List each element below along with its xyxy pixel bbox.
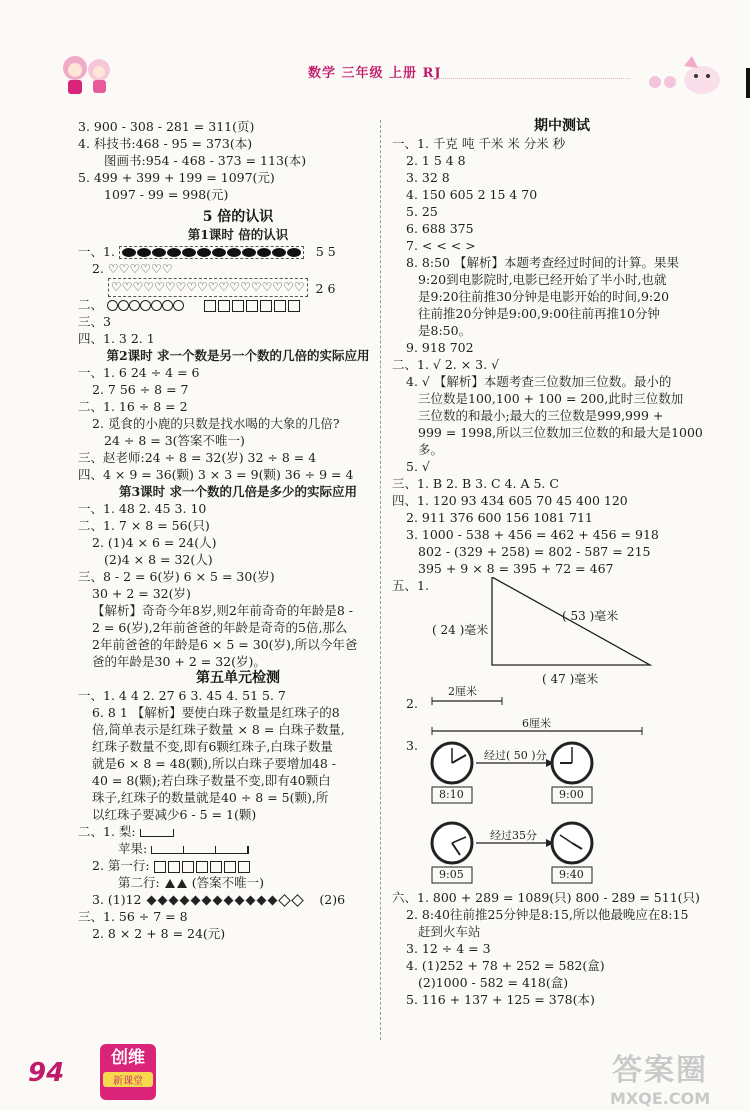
cartoon-kids-icon xyxy=(55,50,125,100)
answer-line: 倍,简单表示是红珠子数量 × 8 = 白珠子数量, xyxy=(92,722,345,737)
page-number: 94 xyxy=(28,1058,65,1088)
answer-line: 以红珠子要减少6 - 5 = 1(颗) xyxy=(92,807,257,822)
answer-line: 5. 499 + 399 + 199 = 1097(元) xyxy=(78,170,275,185)
answer-line: 4. (1)252 + 78 + 252 = 582(盒) xyxy=(406,958,605,973)
clock-icon xyxy=(552,743,592,783)
header-dotted-rule xyxy=(430,72,630,79)
segment-2cm-label: 2厘米 xyxy=(448,685,477,698)
midterm-title: 期中测试 xyxy=(534,118,590,134)
answer-line: 999 = 1998,所以三位数加三位数的和最大是1000 xyxy=(418,425,703,440)
answer-prefix: 3. xyxy=(406,738,418,753)
triangle-figure xyxy=(392,577,732,687)
triangle-left-label: ( 24 )毫米 xyxy=(432,623,489,637)
answer-line: 2. 8:40往前推25分钟是8:15,所以他最晚应在8:15 xyxy=(406,907,689,922)
segments-shape xyxy=(392,687,732,735)
answer-line: 4. 科技书:468 - 95 = 373(本) xyxy=(78,136,253,151)
answer-line: 四、1. 3 2. 1 xyxy=(78,331,155,346)
time-box: 9:40 xyxy=(559,868,584,881)
answer-line: 是9:20往前推30分钟是电影开始的时间,9:20 xyxy=(418,289,670,304)
answer-line: 六、1. 800 + 289 = 1089(只) 800 - 289 = 511(只) xyxy=(392,890,700,905)
answer-line: 2. 觅食的小鹿的只数是找水喝的大象的几倍? xyxy=(92,416,340,431)
answer-prefix: 五、1. xyxy=(392,578,429,593)
squares-row-diagram xyxy=(154,858,252,873)
answer-line: (2)4 × 8 = 32(人) xyxy=(104,552,213,567)
answer-line: 2. (1)4 × 6 = 24(人) xyxy=(92,535,217,550)
watermark-title: 答案圈 xyxy=(612,1053,709,1088)
answer-line: 6. 8 1 【解析】要使白珠子数量是红珠子的8 xyxy=(92,705,340,720)
clock-icon xyxy=(432,823,472,863)
time-box: 9:05 xyxy=(439,868,464,881)
left-column xyxy=(78,118,398,942)
answer-prefix: 二、 xyxy=(78,297,104,312)
answer-line xyxy=(78,260,398,296)
answer-suffix: 5 5 xyxy=(315,244,336,259)
answer-line: 多。 xyxy=(418,442,444,457)
answer-line: 往前推20分钟是9:00,9:00往前再推10分钟 xyxy=(418,306,660,321)
answer-line: 是8:50。 xyxy=(418,323,472,338)
answer-line xyxy=(78,296,398,313)
answer-line: 赶到火车站 xyxy=(418,924,481,939)
answer-prefix: 2. 第一行: xyxy=(92,858,150,873)
answer-line: 一、1. 4 4 2. 27 6 3. 45 4. 51 5. 7 xyxy=(78,688,286,703)
answer-line: 2. 7 56 ÷ 8 = 7 xyxy=(92,382,189,397)
answer-line: 5. 116 + 137 + 125 = 378(本) xyxy=(406,992,595,1007)
unit-title: 5 倍的认识 xyxy=(202,209,274,225)
watermark xyxy=(610,1045,710,1108)
answer-line: 2 = 6(岁),2年前爸爸的年龄是奇奇的5倍,那么 xyxy=(92,620,348,635)
answer-line xyxy=(78,857,398,874)
clocks-shape xyxy=(392,735,732,885)
answer-line: 24 ÷ 8 = 3(答案不唯一) xyxy=(104,433,245,448)
header-title: 数学 三年级 上册 RJ xyxy=(308,66,442,81)
answer-line: 2年前爸爸的年龄是6 × 5 = 30(岁),所以今年爸 xyxy=(92,637,358,652)
hearts-diagram: ♡♡♡♡♡♡ xyxy=(107,262,173,276)
answer-line: 8. 8:50 【解析】本题考查经过时间的计算。果果 xyxy=(406,255,679,270)
answer-line: 三、8 - 2 = 6(岁) 6 × 5 = 30(岁) xyxy=(78,569,275,584)
hearts-box-diagram: ♡♡♡♡♡♡♡♡♡♡♡♡♡♡♡♡♡♡ xyxy=(108,278,308,297)
answer-line: 爸的年龄是30 + 2 = 32(岁)。 xyxy=(92,654,266,669)
answer-line: 6. 688 375 xyxy=(406,221,474,236)
answer-line: 2. 911 376 600 156 1081 711 xyxy=(406,510,593,525)
answer-line: 四、1. 120 93 434 605 70 45 400 120 xyxy=(392,493,628,508)
answer-line: 40 = 8(颗);若白珠子数量不变,即有40颗白 xyxy=(92,773,331,788)
brand-name: 创维 xyxy=(111,1048,145,1068)
clock-icon xyxy=(552,823,592,863)
answer-line: 二、1. √ 2. × 3. √ xyxy=(392,357,500,372)
answer-line xyxy=(78,874,398,891)
answer-line: 二、1. 16 ÷ 8 = 2 xyxy=(78,399,188,414)
lesson-title: 第1课时 倍的认识 xyxy=(187,227,289,242)
answer-line: 7. < < < > xyxy=(406,238,476,253)
answer-line: 三位数是100,100 + 100 = 200,此时三位数加 xyxy=(418,391,684,406)
answer-line: (2)1000 - 582 = 418(盒) xyxy=(418,975,569,990)
answer-line: 图画书:954 - 468 - 373 = 113(本) xyxy=(104,153,307,168)
answer-line: 9:20到电影院时,电影已经开始了半小时,也就 xyxy=(418,272,667,287)
answer-line xyxy=(78,823,398,840)
answer-note: (答案不唯一) xyxy=(191,875,264,890)
time-box: 9:00 xyxy=(559,788,584,801)
answer-line: 5. √ xyxy=(406,459,430,474)
answer-line: 一、1. 6 24 ÷ 4 = 6 xyxy=(78,365,200,380)
unit-test-title: 第五单元检测 xyxy=(196,670,280,686)
answer-line: 三、3 xyxy=(78,314,111,329)
lesson-title: 第3课时 求一个数的几倍是多少的实际应用 xyxy=(118,484,358,499)
clocks-figure xyxy=(392,735,732,885)
answer-line: 三、赵老师:24 ÷ 8 = 32(岁) 32 ÷ 8 = 4 xyxy=(78,450,317,465)
answer-line: 珠子,红珠子的数量就是40 ÷ 8 = 5(颗),所 xyxy=(92,790,329,805)
answer-prefix: 2. xyxy=(92,261,104,276)
answer-line: 30 + 2 = 32(岁) xyxy=(92,586,191,601)
answer-line: 3. 900 - 308 - 281 = 311(页) xyxy=(78,119,255,134)
triangle-bottom-label: ( 47 )毫米 xyxy=(542,672,599,686)
triangles-diagram xyxy=(164,875,188,890)
answer-suffix: 2 6 xyxy=(315,281,336,296)
answer-line: 一、1. 千克 吨 千米 米 分米 秒 xyxy=(392,136,566,151)
answer-line: 5. 25 xyxy=(406,204,438,219)
answer-line: 一、1. 48 2. 45 3. 10 xyxy=(78,501,207,516)
answer-line: 三位数的和最小;最大的三位数是999,999 + xyxy=(418,408,664,423)
answer-prefix: 2. xyxy=(406,696,418,711)
answer-suffix: (2)6 xyxy=(319,892,346,907)
answer-line: 三、1. 56 ÷ 7 = 8 xyxy=(78,909,188,924)
lesson-title: 第2课时 求一个数是另一个数的几倍的实际应用 xyxy=(106,348,370,363)
right-column xyxy=(392,118,732,1008)
answer-line: 三、1. B 2. B 3. C 4. A 5. C xyxy=(392,476,559,491)
answer-line xyxy=(78,243,398,260)
answer-line: 4. 150 605 2 15 4 70 xyxy=(406,187,538,202)
answer-line: 3. 32 8 xyxy=(406,170,450,185)
squares-diagram xyxy=(204,297,302,312)
watermark-url: MXQE.COM xyxy=(610,1089,711,1108)
pear-bar xyxy=(140,829,174,837)
segment-6cm-label: 6厘米 xyxy=(522,717,551,730)
answer-prefix: 苹果: xyxy=(118,841,148,856)
answer-line: 【解析】奇奇今年8岁,则2年前奇奇的年龄是8 - xyxy=(92,603,354,618)
brand-logo xyxy=(100,1044,156,1100)
page-header xyxy=(0,0,750,108)
answer-prefix: 二、1. 梨: xyxy=(78,824,136,839)
answer-line: 4. √ 【解析】本题考查三位数加三位数。最小的 xyxy=(406,374,672,389)
answer-line: 二、1. 7 × 8 = 56(只) xyxy=(78,518,210,533)
answer-prefix: 3. (1)12 xyxy=(92,892,142,907)
elapsed-label: 经过( 50 )分 xyxy=(484,749,547,762)
answer-line: 395 + 9 × 8 = 395 + 72 = 467 xyxy=(418,561,614,576)
apple-bar xyxy=(151,846,249,854)
clock-icon xyxy=(432,743,472,783)
answer-prefix: 第二行: xyxy=(118,875,160,890)
answer-line: 9. 918 702 xyxy=(406,340,474,355)
brand-subtitle: 新课堂 xyxy=(103,1072,153,1087)
answer-line xyxy=(78,840,398,857)
answer-line: 3. 12 ÷ 4 = 3 xyxy=(406,941,491,956)
answer-line: 1097 - 99 = 998(元) xyxy=(104,187,229,202)
circles-diagram xyxy=(107,297,184,312)
answer-prefix: 一、1. xyxy=(78,244,115,259)
answer-line: 2. 8 × 2 + 8 = 24(元) xyxy=(92,926,226,941)
answer-line: 就是6 × 8 = 48(颗),所以白珠子要增加48 - xyxy=(92,756,336,771)
answer-line: 802 - (329 + 258) = 802 - 587 = 215 xyxy=(418,544,651,559)
answer-line: 2. 1 5 4 8 xyxy=(406,153,466,168)
answer-line: 红珠子数量不变,即有6颗红珠子,白珠子数量 xyxy=(92,739,333,754)
segments-figure xyxy=(392,687,732,735)
answer-line: 四、4 × 9 = 36(颗) 3 × 3 = 9(颗) 36 ÷ 9 = 4 xyxy=(78,467,354,482)
answer-line: 3. 1000 - 538 + 456 = 462 + 456 = 918 xyxy=(406,527,659,542)
black-beans-diagram xyxy=(119,246,304,259)
triangle-top-label: ( 53 )毫米 xyxy=(562,609,619,623)
cartoon-animal-icon xyxy=(640,50,730,100)
diamonds-diagram xyxy=(146,892,308,907)
elapsed-label: 经过35分 xyxy=(490,829,537,842)
edge-mark xyxy=(746,68,750,98)
time-box: 8:10 xyxy=(439,788,464,801)
answer-line xyxy=(78,891,398,908)
